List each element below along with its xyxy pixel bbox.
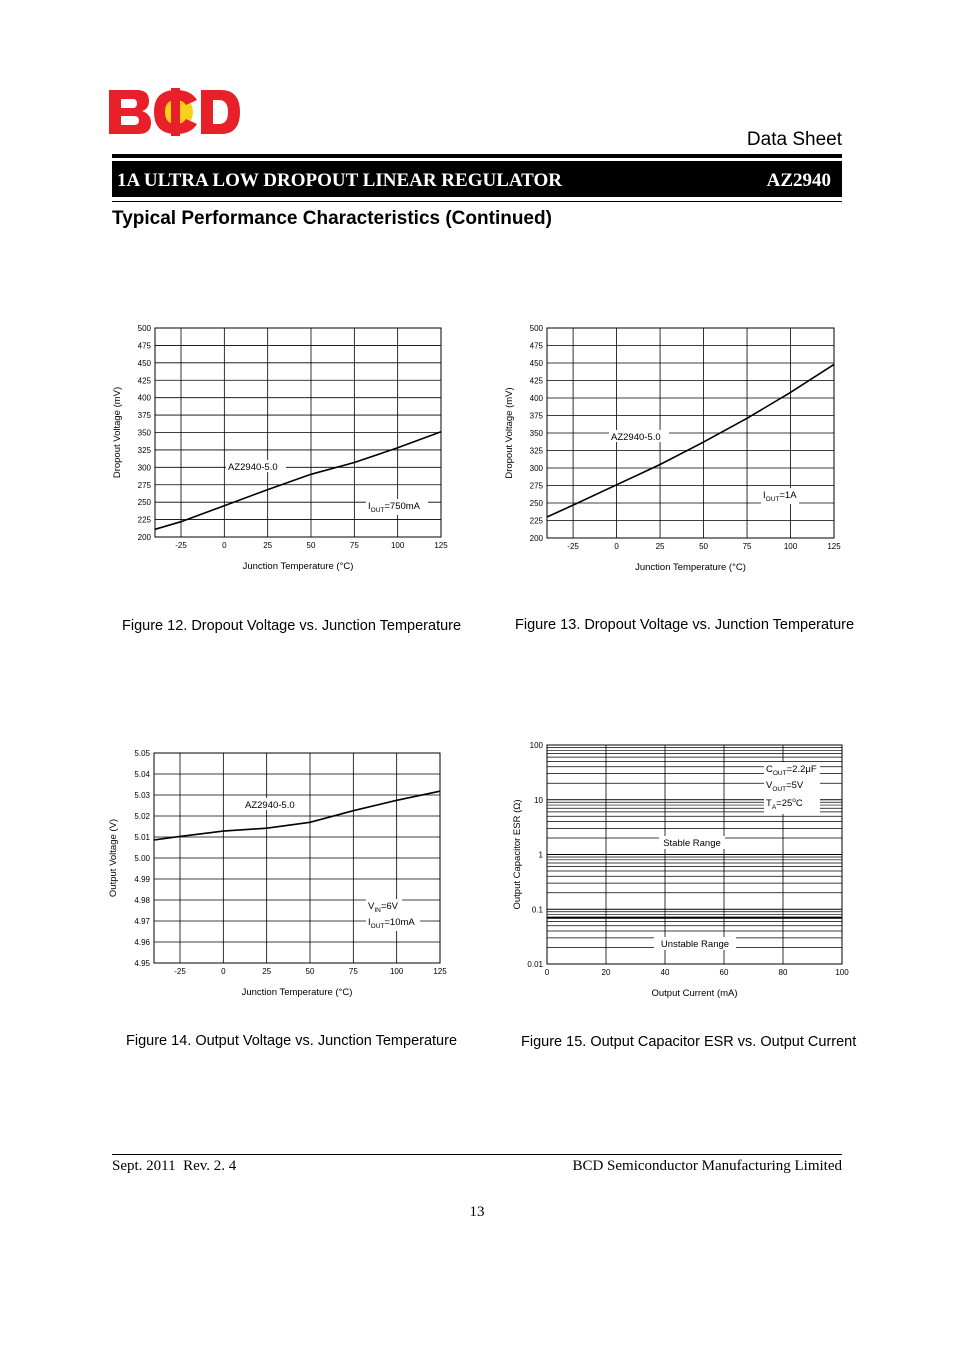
y-tick-label: 400 bbox=[529, 394, 543, 403]
annotation-vin bbox=[366, 899, 402, 915]
x-tick-label: 75 bbox=[348, 967, 358, 976]
x-axis-label: Junction Temperature (°C) bbox=[241, 987, 353, 998]
y-tick-label: 450 bbox=[137, 358, 151, 368]
annotation-iout-label: $I_{OUT}=750mA$ bbox=[368, 501, 421, 514]
annotation-part bbox=[226, 460, 286, 473]
y-tick-label: 350 bbox=[137, 428, 151, 438]
y-tick-label: 300 bbox=[137, 463, 151, 473]
x-tick-label: 50 bbox=[305, 967, 315, 976]
y-tick-label: 0.1 bbox=[531, 905, 543, 915]
y-axis-label: Output Voltage (V) bbox=[108, 818, 119, 898]
y-tick-label: 450 bbox=[529, 359, 543, 368]
x-tick-label: 100 bbox=[835, 968, 849, 977]
y-tick-label: 425 bbox=[529, 376, 543, 386]
y-tick-label: 275 bbox=[137, 480, 151, 490]
annotation-cout-label: $C_{OUT}=2.2\mu F$ bbox=[766, 764, 817, 777]
y-tick-label: 5.04 bbox=[134, 770, 150, 779]
unstable-range-label: Unstable Range bbox=[660, 939, 730, 950]
y-tick-label: 4.99 bbox=[134, 875, 150, 884]
x-tick-label: 125 bbox=[433, 967, 447, 976]
footer-revision: Sept. 2011 Rev. 2. 4 bbox=[112, 1158, 237, 1174]
y-tick-label: 375 bbox=[137, 411, 151, 421]
x-tick-label: 80 bbox=[778, 968, 788, 977]
y-tick-label: 5.00 bbox=[134, 854, 150, 863]
x-axis-label: Junction Temperature (°C) bbox=[635, 562, 746, 573]
y-tick-label: 500 bbox=[529, 324, 543, 333]
x-tick-label: -25 bbox=[174, 967, 186, 976]
y-tick-label: 4.98 bbox=[134, 896, 150, 905]
y-tick-label: 100 bbox=[529, 741, 543, 750]
annotation-conditions bbox=[764, 762, 820, 814]
figure-13-chart bbox=[500, 318, 860, 580]
annotation-part-label: AZ2940-5.0 bbox=[245, 800, 295, 811]
document-type: Data Sheet bbox=[746, 129, 842, 150]
annotation-iout bbox=[366, 915, 420, 931]
annotation-part bbox=[609, 430, 669, 443]
y-axis-label: Output Capacitor ESR (Ω) bbox=[512, 799, 523, 910]
product-title: 1A ULTRA LOW DROPOUT LINEAR REGULATOR bbox=[117, 170, 563, 191]
y-tick-label: 250 bbox=[529, 499, 543, 508]
part-number: AZ2940 bbox=[766, 170, 831, 191]
x-tick-label: 25 bbox=[262, 967, 272, 976]
annotation-iout-label: $I_{OUT}=1A$ bbox=[763, 490, 797, 503]
y-tick-label: 200 bbox=[529, 534, 543, 543]
y-tick-label: 475 bbox=[529, 341, 543, 351]
x-tick-label: 50 bbox=[306, 541, 316, 550]
annotation-iout-label: $I_{OUT}=10mA$ bbox=[368, 917, 415, 930]
x-tick-label: 25 bbox=[263, 541, 273, 550]
x-tick-label: 100 bbox=[390, 541, 405, 550]
y-axis-label: Dropout Voltage (mV) bbox=[112, 386, 123, 479]
y-tick-label: 5.05 bbox=[134, 749, 150, 758]
x-tick-label: 0 bbox=[221, 967, 226, 976]
header-rule-thick bbox=[112, 154, 842, 158]
x-tick-label: -25 bbox=[567, 542, 579, 551]
y-tick-label: 5.02 bbox=[134, 812, 150, 821]
x-tick-label: 100 bbox=[783, 542, 798, 551]
y-tick-label: 225 bbox=[529, 516, 543, 526]
x-tick-label: 50 bbox=[699, 542, 708, 551]
annotation-iout bbox=[366, 499, 428, 515]
annotation-part-label: AZ2940-5.0 bbox=[228, 462, 278, 473]
section-heading: Typical Performance Characteristics (Continued) bbox=[112, 208, 552, 229]
y-tick-label: 375 bbox=[529, 411, 543, 421]
x-tick-label: 0 bbox=[544, 968, 550, 977]
stable-range-label: Stable Range bbox=[663, 838, 721, 849]
x-tick-label: 125 bbox=[827, 542, 841, 551]
y-tick-label: 250 bbox=[137, 498, 151, 508]
logo-letter-d bbox=[201, 90, 240, 134]
figure-14-chart bbox=[104, 744, 464, 1006]
x-tick-label: 75 bbox=[349, 541, 359, 550]
y-tick-label: 425 bbox=[137, 376, 151, 386]
y-tick-label: 5.01 bbox=[134, 833, 150, 842]
y-tick-label: 200 bbox=[137, 533, 151, 542]
figure-15-chart bbox=[508, 736, 868, 1006]
logo-letter-c bbox=[154, 88, 197, 136]
x-tick-label: 40 bbox=[660, 968, 670, 977]
y-tick-label: 1 bbox=[538, 850, 543, 860]
y-tick-label: 325 bbox=[529, 446, 543, 456]
y-tick-label: 300 bbox=[529, 464, 543, 473]
stable-range-region bbox=[659, 836, 725, 849]
y-tick-label: 4.95 bbox=[134, 959, 150, 968]
y-tick-label: 4.96 bbox=[134, 938, 150, 947]
logo-letter-b bbox=[109, 90, 151, 134]
annotation-iout bbox=[761, 488, 799, 504]
y-tick-label: 475 bbox=[137, 341, 151, 351]
figure-15-caption: Figure 15. Output Capacitor ESR vs. Output Current bbox=[521, 1034, 857, 1050]
y-tick-label: 275 bbox=[529, 481, 543, 491]
y-tick-label: 225 bbox=[137, 515, 151, 525]
x-tick-label: 100 bbox=[389, 967, 404, 976]
x-tick-label: 125 bbox=[434, 541, 448, 550]
annotation-part bbox=[243, 798, 303, 811]
figure-13-caption: Figure 13. Dropout Voltage vs. Junction Temperature bbox=[515, 617, 855, 633]
unstable-range-region bbox=[654, 937, 736, 950]
annotation-vin-label: $V_{IN}=6V$ bbox=[368, 901, 399, 914]
title-bar bbox=[112, 161, 842, 197]
figure-14-caption: Figure 14. Output Voltage vs. Junction Temperature bbox=[126, 1033, 458, 1049]
annotation-vout-label: $V_{OUT}=5V$ bbox=[766, 780, 804, 793]
footer-rule bbox=[112, 1154, 842, 1155]
x-tick-label: 60 bbox=[719, 968, 729, 977]
y-tick-label: 0.01 bbox=[527, 960, 543, 969]
y-tick-label: 10 bbox=[534, 795, 543, 805]
x-tick-label: 0 bbox=[222, 541, 227, 550]
page-number: 13 bbox=[469, 1204, 485, 1220]
y-tick-label: 5.03 bbox=[134, 791, 150, 800]
y-tick-label: 400 bbox=[137, 393, 151, 403]
y-tick-label: 325 bbox=[137, 445, 151, 455]
y-tick-label: 4.97 bbox=[134, 917, 150, 926]
footer-company: BCD Semiconductor Manufacturing Limited bbox=[572, 1158, 842, 1174]
x-tick-label: 0 bbox=[614, 542, 619, 551]
x-axis-label: Output Current (mA) bbox=[651, 988, 738, 999]
bcd-logo bbox=[109, 88, 241, 136]
figure-12-caption: Figure 12. Dropout Voltage vs. Junction Temperature bbox=[122, 618, 462, 634]
annotation-part-label: AZ2940-5.0 bbox=[611, 432, 661, 443]
figure-12-chart bbox=[108, 318, 468, 580]
y-tick-label: 350 bbox=[529, 429, 543, 438]
x-tick-label: 75 bbox=[742, 542, 752, 551]
y-axis-label: Dropout Voltage (mV) bbox=[504, 387, 515, 479]
annotation-ta-label: $T_A=25^oC$ bbox=[766, 797, 803, 811]
x-axis-label: Junction Temperature (°C) bbox=[242, 561, 354, 572]
header-rule-thin bbox=[112, 201, 842, 202]
x-tick-label: -25 bbox=[175, 541, 187, 550]
x-tick-label: 25 bbox=[655, 542, 665, 551]
x-tick-label: 20 bbox=[601, 968, 611, 977]
y-tick-label: 500 bbox=[137, 324, 151, 333]
